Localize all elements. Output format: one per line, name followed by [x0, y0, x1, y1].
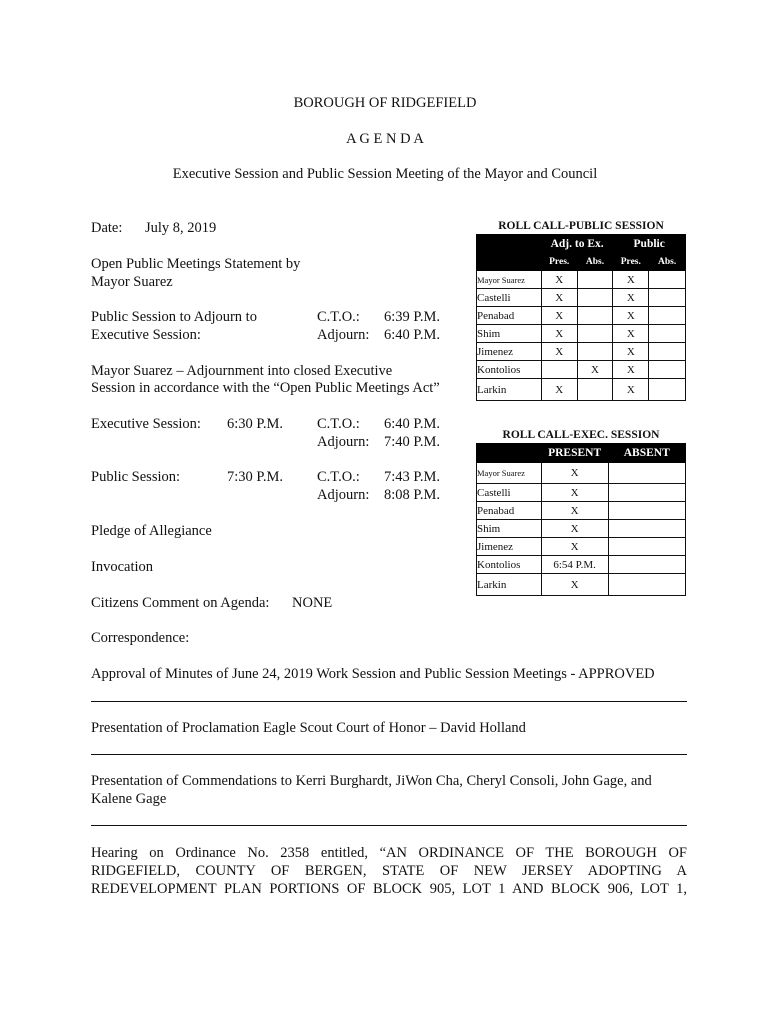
date-label: Date:	[91, 220, 123, 236]
correspondence: Correspondence:	[91, 630, 190, 646]
table-row	[477, 307, 686, 325]
date-value: July 8, 2019	[145, 220, 217, 236]
member-name: Mayor Suarez	[477, 271, 542, 289]
cell	[577, 343, 613, 361]
cell: X	[577, 361, 613, 379]
member-name: Larkin	[477, 574, 542, 596]
pres-header: Pres.	[541, 253, 577, 271]
table-row	[477, 343, 686, 361]
public-session-time: 7:30 P.M.	[227, 469, 284, 485]
cell	[577, 307, 613, 325]
exec-adjourn-label: Adjourn:	[317, 434, 370, 450]
roll-call-public-table	[476, 234, 686, 401]
adj-to-exec-header: Adj. to Ex.	[541, 235, 613, 253]
cell: X	[541, 574, 608, 596]
cell: X	[613, 325, 649, 343]
public-adjourn-value: 8:08 P.M.	[384, 487, 441, 503]
agenda-title: A G E N D A	[346, 131, 424, 147]
cell: X	[613, 271, 649, 289]
table-row	[477, 484, 686, 502]
public-header: Public	[613, 235, 686, 253]
cell: X	[541, 520, 608, 538]
abs-header: Abs.	[649, 253, 686, 271]
member-name: Castelli	[477, 484, 542, 502]
cell	[649, 325, 686, 343]
adjourn-to-exec-line1: Public Session to Adjourn to	[91, 309, 257, 325]
public-adjourn-label: Adjourn:	[317, 487, 370, 503]
table-row	[477, 574, 686, 596]
member-name: Larkin	[477, 379, 542, 401]
abs-header: Abs.	[577, 253, 613, 271]
cell: X	[613, 361, 649, 379]
exec-session-time: 6:30 P.M.	[227, 416, 284, 432]
hearing-line2: RIDGEFIELD, COUNTY OF BERGEN, STATE OF NEW JERSEY ADOPTING A	[91, 863, 687, 879]
present-header: PRESENT	[541, 444, 608, 463]
proclamation-item: Presentation of Proclamation Eagle Scout Court of Honor – David Holland	[91, 720, 526, 736]
cell: X	[541, 307, 577, 325]
table-row	[477, 379, 686, 401]
exec-adjourn-value: 7:40 P.M.	[384, 434, 441, 450]
cell	[608, 484, 686, 502]
citizens-comment-value: NONE	[292, 595, 333, 611]
adjourn-to-exec-line2: Executive Session:	[91, 327, 201, 343]
public-cto-label: C.T.O.:	[317, 469, 360, 485]
cell	[649, 343, 686, 361]
exec-cto-label: C.T.O.:	[317, 416, 360, 432]
citizens-comment-label: Citizens Comment on Agenda:	[91, 595, 270, 611]
public-cto-value: 7:43 P.M.	[384, 469, 441, 485]
cell	[577, 289, 613, 307]
divider	[91, 754, 687, 755]
roll-call-exec-title: ROLL CALL-EXEC. SESSION	[502, 429, 660, 441]
cell	[649, 289, 686, 307]
member-name: Mayor Suarez	[477, 463, 542, 484]
divider	[91, 701, 687, 702]
roll-call-exec-table	[476, 443, 686, 596]
cell	[649, 307, 686, 325]
cell	[649, 361, 686, 379]
cell	[608, 574, 686, 596]
cell: X	[541, 271, 577, 289]
cell	[649, 271, 686, 289]
cell: X	[541, 289, 577, 307]
member-name: Penabad	[477, 307, 542, 325]
cell: X	[613, 379, 649, 401]
cell: 6:54 P.M.	[541, 556, 608, 574]
table-row	[477, 538, 686, 556]
member-name: Shim	[477, 520, 542, 538]
member-name: Castelli	[477, 289, 542, 307]
commendations-line2: Kalene Gage	[91, 791, 167, 807]
cell: X	[613, 343, 649, 361]
member-name: Jimenez	[477, 343, 542, 361]
member-name: Penabad	[477, 502, 542, 520]
cell	[577, 379, 613, 401]
cell	[608, 520, 686, 538]
cell: X	[541, 379, 577, 401]
member-name: Jimenez	[477, 538, 542, 556]
commendations-line1: Presentation of Commendations to Kerri Burghardt, JiWon Cha, Cheryl Consoli, John Gage, and	[91, 773, 652, 789]
cell: X	[613, 289, 649, 307]
cell: X	[613, 307, 649, 325]
opm-statement-line2: Mayor Suarez	[91, 274, 173, 290]
closed-session-line1: Mayor Suarez – Adjournment into closed Executive	[91, 363, 393, 379]
hearing-line1: Hearing on Ordinance No. 2358 entitled, “AN ORDINANCE OF THE BOROUGH OF	[91, 845, 687, 861]
cell	[541, 361, 577, 379]
roll-call-public-title: ROLL CALL-PUBLIC SESSION	[498, 220, 664, 232]
cell	[608, 502, 686, 520]
table-row	[477, 463, 686, 484]
table-row	[477, 361, 686, 379]
cell	[608, 538, 686, 556]
opm-statement-line1: Open Public Meetings Statement by	[91, 256, 301, 272]
member-name: Shim	[477, 325, 542, 343]
cell	[608, 463, 686, 484]
approval-of-minutes: Approval of Minutes of June 24, 2019 Work Session and Public Session Meetings - APPROVED	[91, 666, 655, 682]
closed-session-line2: Session in accordance with the “Open Public Meetings Act”	[91, 380, 440, 396]
cell: X	[541, 325, 577, 343]
adjourn-value: 6:40 P.M.	[384, 327, 441, 343]
meeting-subtitle: Executive Session and Public Session Meeting of the Mayor and Council	[172, 166, 598, 182]
pres-header: Pres.	[613, 253, 649, 271]
table-row	[477, 271, 686, 289]
divider	[91, 825, 687, 826]
table-row	[477, 289, 686, 307]
member-name: Kontolios	[477, 556, 542, 574]
cell: X	[541, 538, 608, 556]
document-org-title: BOROUGH OF RIDGEFIELD	[293, 95, 477, 111]
cell: X	[541, 502, 608, 520]
cto-value: 6:39 P.M.	[384, 309, 441, 325]
member-name: Kontolios	[477, 361, 542, 379]
exec-cto-value: 6:40 P.M.	[384, 416, 441, 432]
cto-label: C.T.O.:	[317, 309, 360, 325]
cell: X	[541, 484, 608, 502]
cell: X	[541, 463, 608, 484]
cell: X	[541, 343, 577, 361]
table-row	[477, 325, 686, 343]
pledge-of-allegiance: Pledge of Allegiance	[91, 523, 212, 539]
cell	[577, 271, 613, 289]
table-row	[477, 502, 686, 520]
table-row	[477, 556, 686, 574]
table-row	[477, 520, 686, 538]
exec-session-label: Executive Session:	[91, 416, 201, 432]
adjourn-label: Adjourn:	[317, 327, 370, 343]
invocation: Invocation	[91, 559, 154, 575]
cell	[577, 325, 613, 343]
public-session-label: Public Session:	[91, 469, 181, 485]
cell	[649, 379, 686, 401]
absent-header: ABSENT	[608, 444, 686, 463]
hearing-line3: REDEVELOPMENT PLAN PORTIONS OF BLOCK 905, LOT 1 AND BLOCK 906, LOT 1,	[91, 881, 687, 897]
cell	[608, 556, 686, 574]
